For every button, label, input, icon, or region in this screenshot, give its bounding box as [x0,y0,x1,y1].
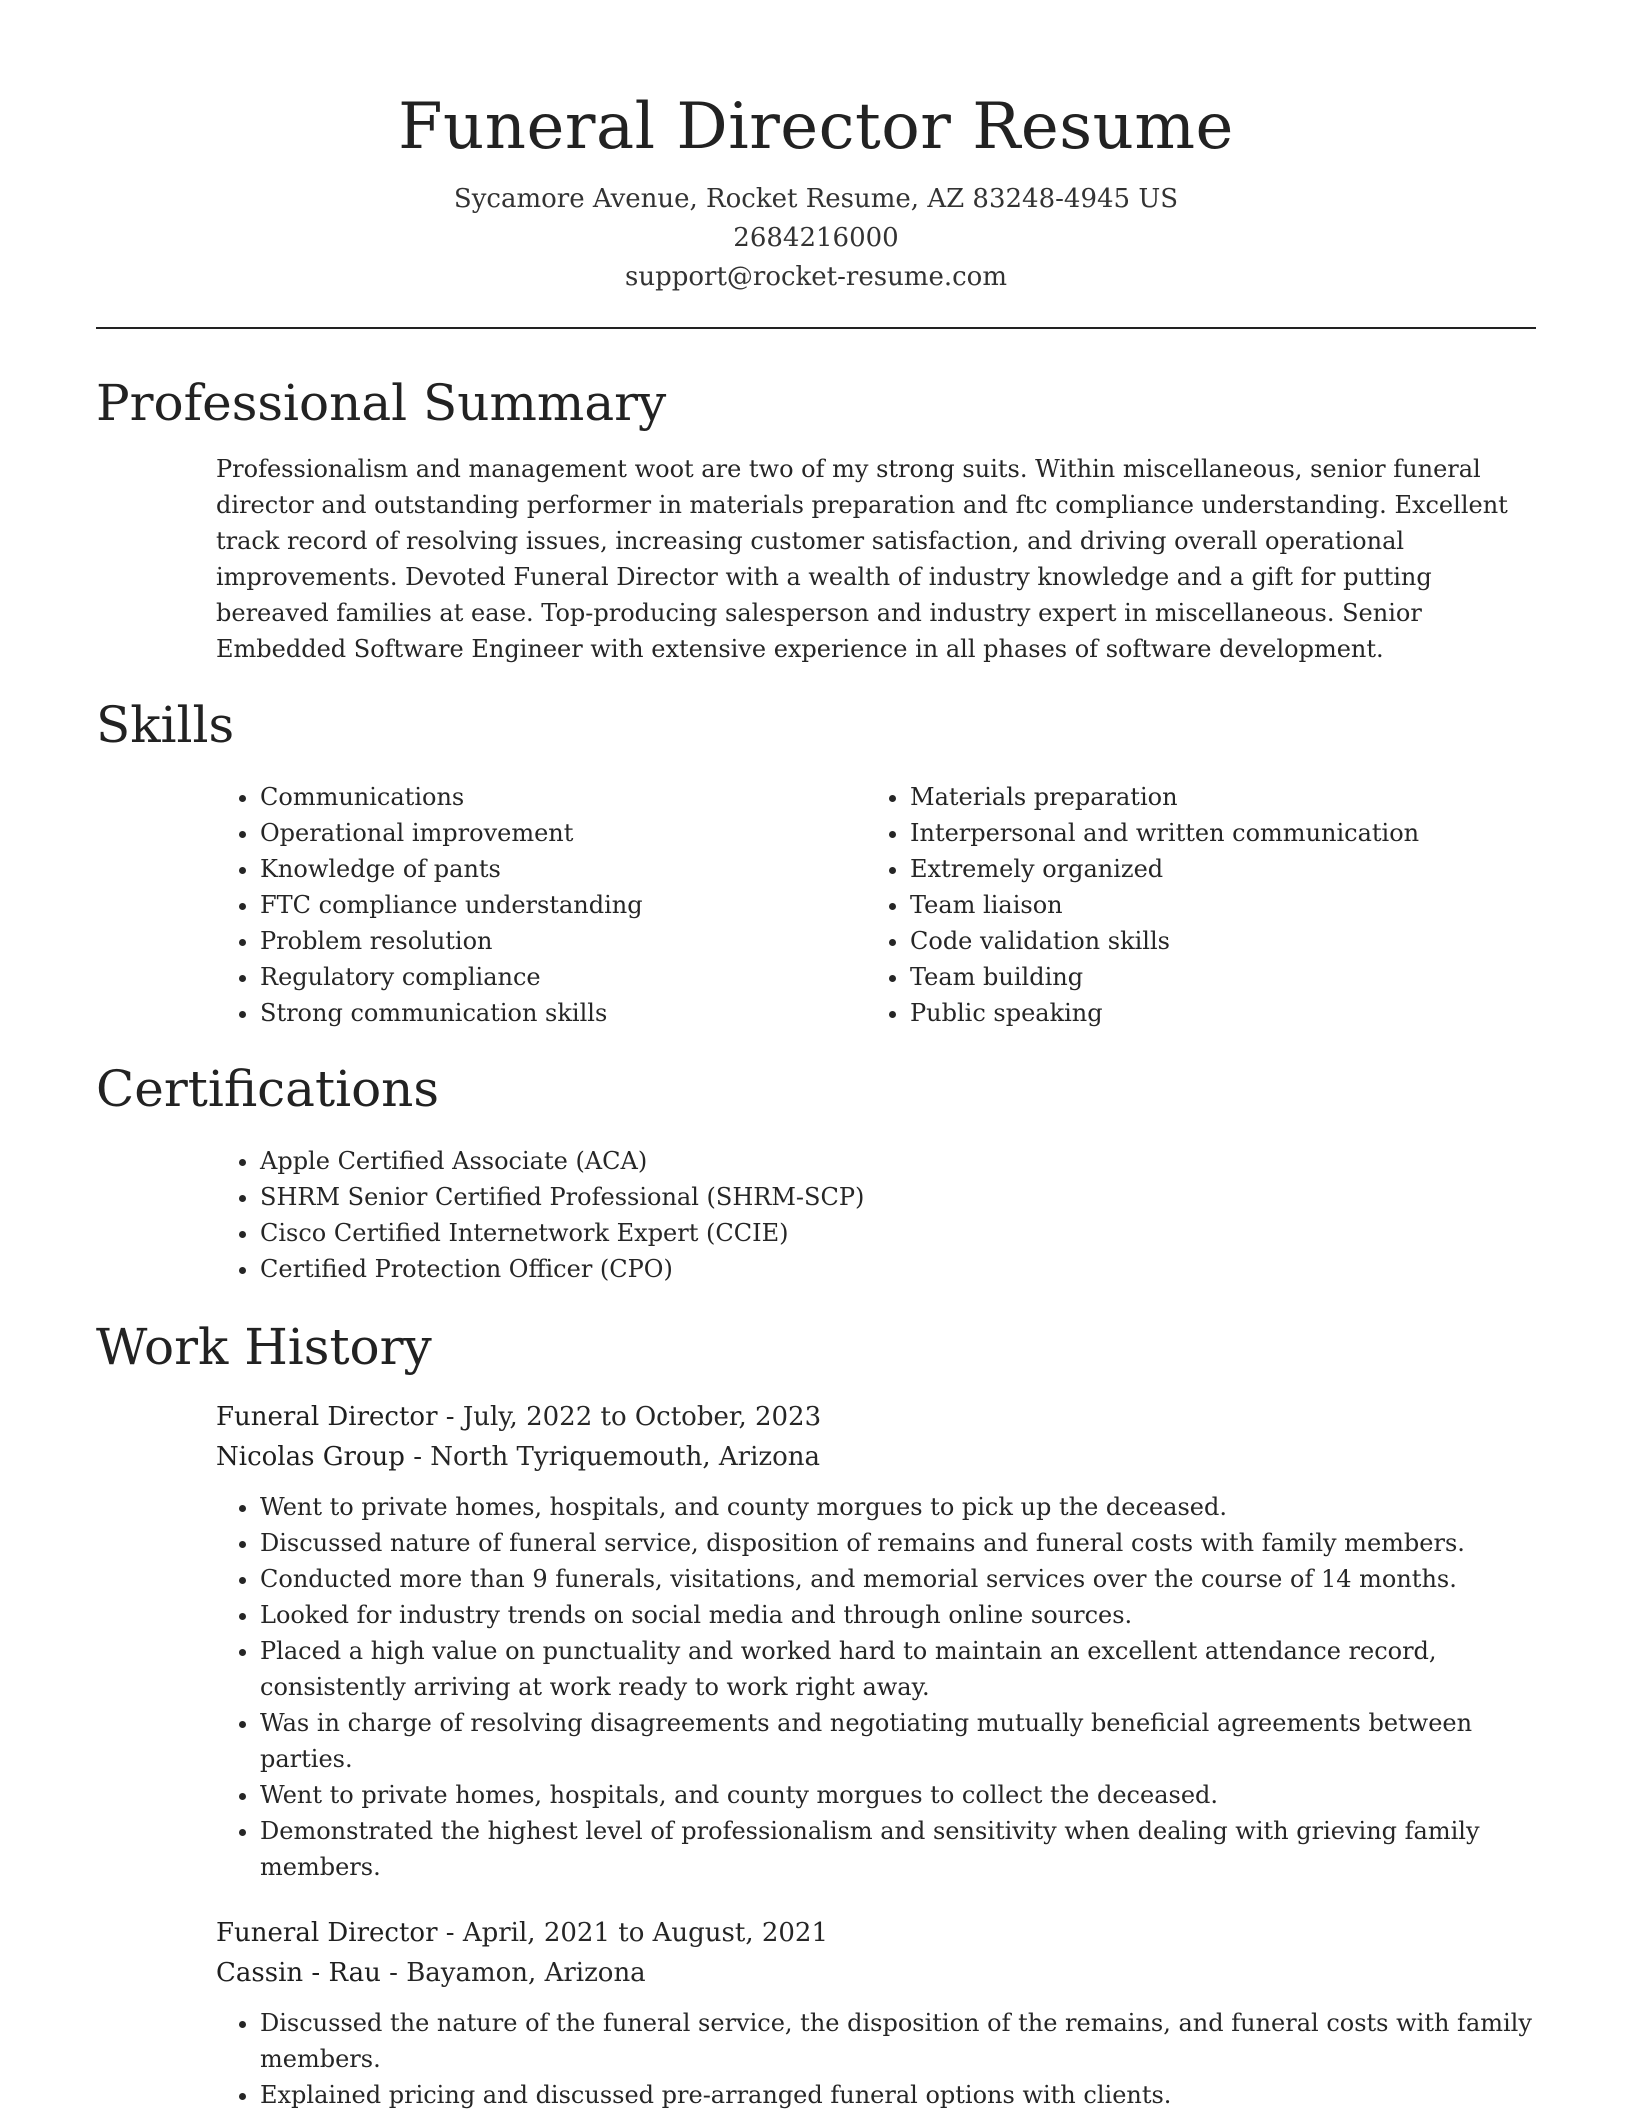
job-bullet: • Discussed the nature of the funeral service, the disposition of the remains, and funeral costs with family members. [260,2005,1536,2077]
certifications-block [216,1143,1536,1287]
job-location: - Bayamon, Arizona [380,1958,646,1988]
certifications-heading: Certifications [96,1060,440,1118]
job-bullet: • Was in charge of resolving disagreements and negotiating mutually beneficial agreements between parties. [260,1705,1536,1777]
skills-column-left [216,779,866,1031]
resume-title: Funeral Director Resume [398,90,1234,164]
skill-item: • Team liaison [910,887,1516,923]
skills-heading: Skills [96,696,235,754]
contact-phone: 2684216000 [733,223,899,253]
job-company: Nicolas Group [216,1442,405,1472]
certifications-list [216,1143,1536,1287]
job-entry [216,1913,1536,2113]
contact-email: support@rocket-resume.com [624,262,1007,292]
skill-item: • Operational improvement [260,815,866,851]
resume-header [96,0,1536,297]
summary-heading: Professional Summary [96,374,667,432]
skill-item: • Strong communication skills [260,995,866,1031]
skills-list-right [866,779,1516,1031]
job-bullet: • Conducted more than 9 funerals, visitations, and memorial services over the course of 14 months. [260,1561,1536,1597]
skill-item: • Interpersonal and written communication [910,815,1516,851]
job-title: Funeral Director [216,1402,438,1432]
job-entry [216,1397,1536,1885]
certification-item: • Cisco Certified Internetwork Expert (CCIE) [260,1215,1536,1251]
skill-item: • FTC compliance understanding [260,887,866,923]
summary-text: Professionalism and management woot are two of my strong suits. Within miscellaneous, senior funeral director and outstanding performer in materials preparation and ftc compliance understanding. Excellent track record of resolving issues, increasing customer satisfaction, and driving overall operational improvements. Devoted Funeral Director with a wealth of industry knowledge and a gift for putting bereaved families at ease. Top-producing salesperson and industry expert in miscellaneous. Senior Embedded Software Engineer with extensive experience in all phases of software development. [216,455,1508,663]
job-dates: - July, 2022 to October, 2023 [437,1402,822,1432]
skills-column-right [866,779,1516,1031]
certification-item: • Certified Protection Officer (CPO) [260,1251,1536,1287]
job-dates: - April, 2021 to August, 2021 [437,1918,829,1948]
skill-item: • Communications [260,779,866,815]
skill-item: • Knowledge of pants [260,851,866,887]
job-company-line [216,1437,1536,1477]
job-bullets [216,2005,1536,2113]
skills-grid [216,779,1536,1031]
job-bullet: • Explained pricing and discussed pre-arranged funeral options with clients. [260,2077,1536,2113]
job-bullet: • Went to private homes, hospitals, and county morgues to pick up the deceased. [260,1489,1536,1525]
job-company: Cassin - Rau [216,1958,381,1988]
certification-item: • Apple Certified Associate (ACA) [260,1143,1536,1179]
job-company-line [216,1953,1536,1993]
job-location: - North Tyriquemouth, Arizona [404,1442,821,1472]
contact-address: Sycamore Avenue, Rocket Resume, AZ 83248-4945 US [453,184,1179,214]
job-bullet: • Discussed nature of funeral service, disposition of remains and funeral costs with family members. [260,1525,1536,1561]
job-bullet: • Demonstrated the highest level of professionalism and sensitivity when dealing with grieving family members. [260,1813,1536,1885]
certification-item: • SHRM Senior Certified Professional (SHRM-SCP) [260,1179,1536,1215]
job-bullet: • Placed a high value on punctuality and worked hard to maintain an excellent attendance record, consistently arriving at work ready to work right away. [260,1633,1536,1705]
skill-item: • Problem resolution [260,923,866,959]
skill-item: • Extremely organized [910,851,1516,887]
skills-list-left [216,779,866,1031]
job-title-line [216,1397,1536,1437]
header-divider [96,327,1536,329]
skill-item: • Team building [910,959,1516,995]
job-bullet: • Looked for industry trends on social media and through online sources. [260,1597,1536,1633]
skill-item: • Public speaking [910,995,1516,1031]
skill-item: • Regulatory compliance [260,959,866,995]
job-bullets [216,1489,1536,1885]
skill-item: • Materials preparation [910,779,1516,815]
job-bullet: • Went to private homes, hospitals, and county morgues to collect the deceased. [260,1777,1536,1813]
job-title-line [216,1913,1536,1953]
job-title: Funeral Director [216,1918,438,1948]
skill-item: • Code validation skills [910,923,1516,959]
contact-block [96,180,1536,297]
work-history-heading: Work History [96,1318,432,1376]
resume-page [96,0,1536,2113]
